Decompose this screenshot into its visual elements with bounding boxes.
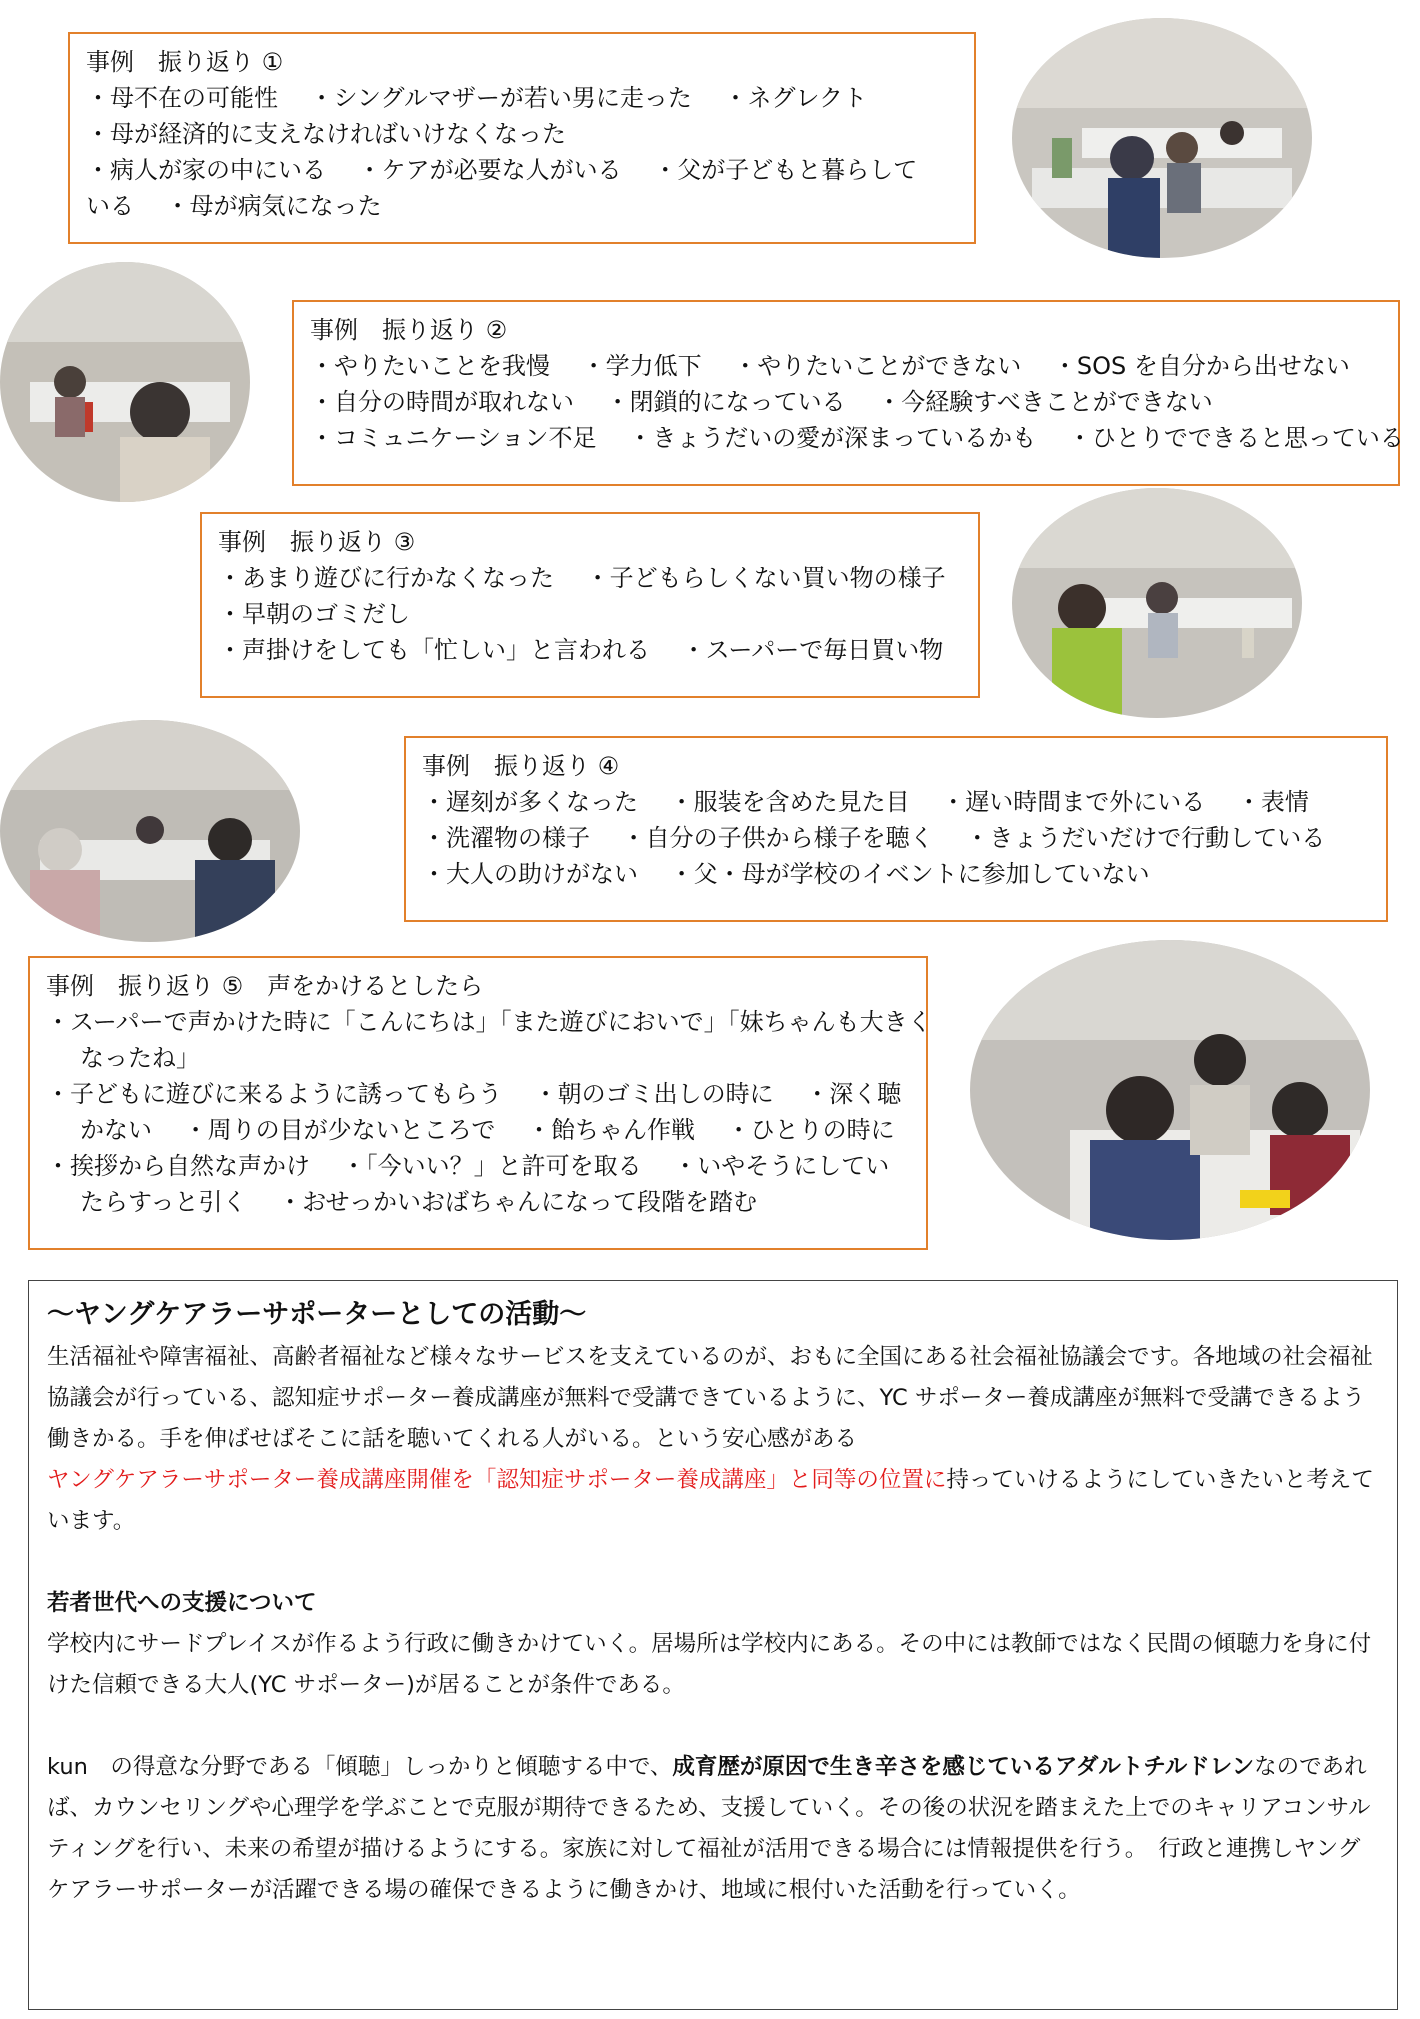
paragraph-text: 持っていけるようにしていきたいと考えています。 bbox=[47, 1467, 1374, 1534]
case-line: かない ・周りの目が少ないところで ・飴ちゃん作戦 ・ひとりの時に bbox=[80, 1116, 895, 1144]
paragraph-text: 生活福祉や障害福祉、高齢者福祉など様々なサービスを支えているのが、おもに全国にある社会福祉協議会です。各地域の社会福祉協議会が行っている、認知症サポーター養成講座が無料で受講できているように、YC サポーター養成講座が無料で受講できるよう働きかる。手を伸ばせばそこに話を聴いてくれる人がいる。という安心感がある bbox=[47, 1344, 1373, 1452]
case-box-3 bbox=[200, 512, 980, 698]
paragraph-text: kun の得意な分野である「傾聴」しっかりと傾聴する中で、 bbox=[47, 1754, 673, 1780]
paragraph bbox=[47, 1337, 1379, 1542]
case-title: 事例 振り返り ③ bbox=[218, 528, 416, 556]
highlight-text: ヤングケアラーサポーター養成講座開催を「認知症サポーター養成講座」と同等の位置に bbox=[47, 1467, 947, 1493]
case-box-1 bbox=[68, 32, 976, 244]
case-line: いる ・母が病気になった bbox=[86, 192, 382, 220]
seminar-photo-1 bbox=[1012, 18, 1312, 258]
case-line: ・あまり遊びに行かなくなった ・子どもらしくない買い物の様子 bbox=[218, 564, 946, 592]
bold-text: 成育歴が原因で生き辛さを感じているアダルトチルドレン bbox=[672, 1754, 1255, 1780]
case-line: ・自分の時間が取れない ・閉鎖的になっている ・今経験すべきことができない bbox=[310, 388, 1213, 416]
case-box-5 bbox=[28, 956, 932, 1250]
case-line: ・声掛けをしても「忙しい」と言われる ・スーパーで毎日買い物 bbox=[218, 636, 944, 664]
case-line: ・早朝のゴミだし bbox=[218, 600, 410, 628]
case-line: ・子どもに遊びに来るように誘ってもらう ・朝のゴミ出しの時に ・深く聴 bbox=[46, 1080, 902, 1108]
section-heading: ～ヤングケアラーサポーターとしての活動～ bbox=[47, 1299, 587, 1330]
case-title: 事例 振り返り ④ bbox=[422, 752, 620, 780]
case-line: ・やりたいことを我慢 ・学力低下 ・やりたいことができない ・SOS を自分から出せない bbox=[310, 352, 1350, 380]
case-line: ・コミュニケーション不足 ・きょうだいの愛が深まっているかも ・ひとりでできると思っている bbox=[310, 424, 1404, 452]
seminar-photo-2 bbox=[0, 262, 250, 502]
paragraph bbox=[47, 1747, 1379, 1911]
case-line: なったね」 bbox=[80, 1044, 200, 1072]
case-title: 事例 振り返り ① bbox=[86, 48, 284, 76]
case-title: 事例 振り返り ⑤ 声をかけるとしたら bbox=[46, 972, 484, 1000]
case-line: ・スーパーで声かけた時に「こんにちは」「また遊びにおいで」「妹ちゃんも大きく bbox=[46, 1008, 932, 1036]
case-line: ・母不在の可能性 ・シングルマザーが若い男に走った ・ネグレクト bbox=[86, 84, 867, 112]
case-box-4 bbox=[404, 736, 1388, 922]
case-line: ・遅刻が多くなった ・服装を含めた見た目 ・遅い時間まで外にいる ・表情 bbox=[422, 788, 1309, 816]
case-title: 事例 振り返り ② bbox=[310, 316, 508, 344]
case-line: たらすっと引く ・おせっかいおばちゃんになって段階を踏む bbox=[80, 1188, 757, 1216]
case-line: ・母が経済的に支えなければいけなくなった bbox=[86, 120, 566, 148]
case-box-2 bbox=[292, 300, 1404, 486]
seminar-photo-3 bbox=[1012, 488, 1302, 718]
spacer bbox=[47, 1542, 1379, 1583]
case-line: ・大人の助けがない ・父・母が学校のイベントに参加していない bbox=[422, 860, 1150, 888]
seminar-photo-4 bbox=[0, 720, 300, 942]
spacer bbox=[47, 1706, 1379, 1747]
paragraph: 学校内にサードプレイスが作るよう行政に働きかけていく。居場所は学校内にある。その中には教師ではなく民間の傾聴力を身に付けた信頼できる大人(YC サポーター)が居ることが条件である。 bbox=[47, 1631, 1372, 1698]
paragraph-text: なのであれば、カウンセリングや心理学を学ぶことで克服が期待できるため、支援していく。その後の状況を踏まえた上でのキャリアコンサルティングを行い、未来の希望が描けるようにする。家族に対して福祉が活用できる場合には情報提供を行う。 行政と連携しヤングケアラーサポーターが活躍できる場の確保できるように働きかけ、地域に根付いた活動を行っていく。 bbox=[47, 1754, 1371, 1903]
case-line: ・挨拶から自然な声かけ ・「今いい？」と許可を取る ・いやそうにしてい bbox=[46, 1152, 890, 1180]
activity-section bbox=[28, 1280, 1398, 2010]
seminar-photo-5 bbox=[970, 940, 1370, 1240]
case-line: ・病人が家の中にいる ・ケアが必要な人がいる ・父が子どもと暮らして bbox=[86, 156, 918, 184]
subheading: 若者世代への支援について bbox=[47, 1590, 317, 1616]
case-line: ・洗濯物の様子 ・自分の子供から様子を聴く ・きょうだいだけで行動している bbox=[422, 824, 1326, 852]
